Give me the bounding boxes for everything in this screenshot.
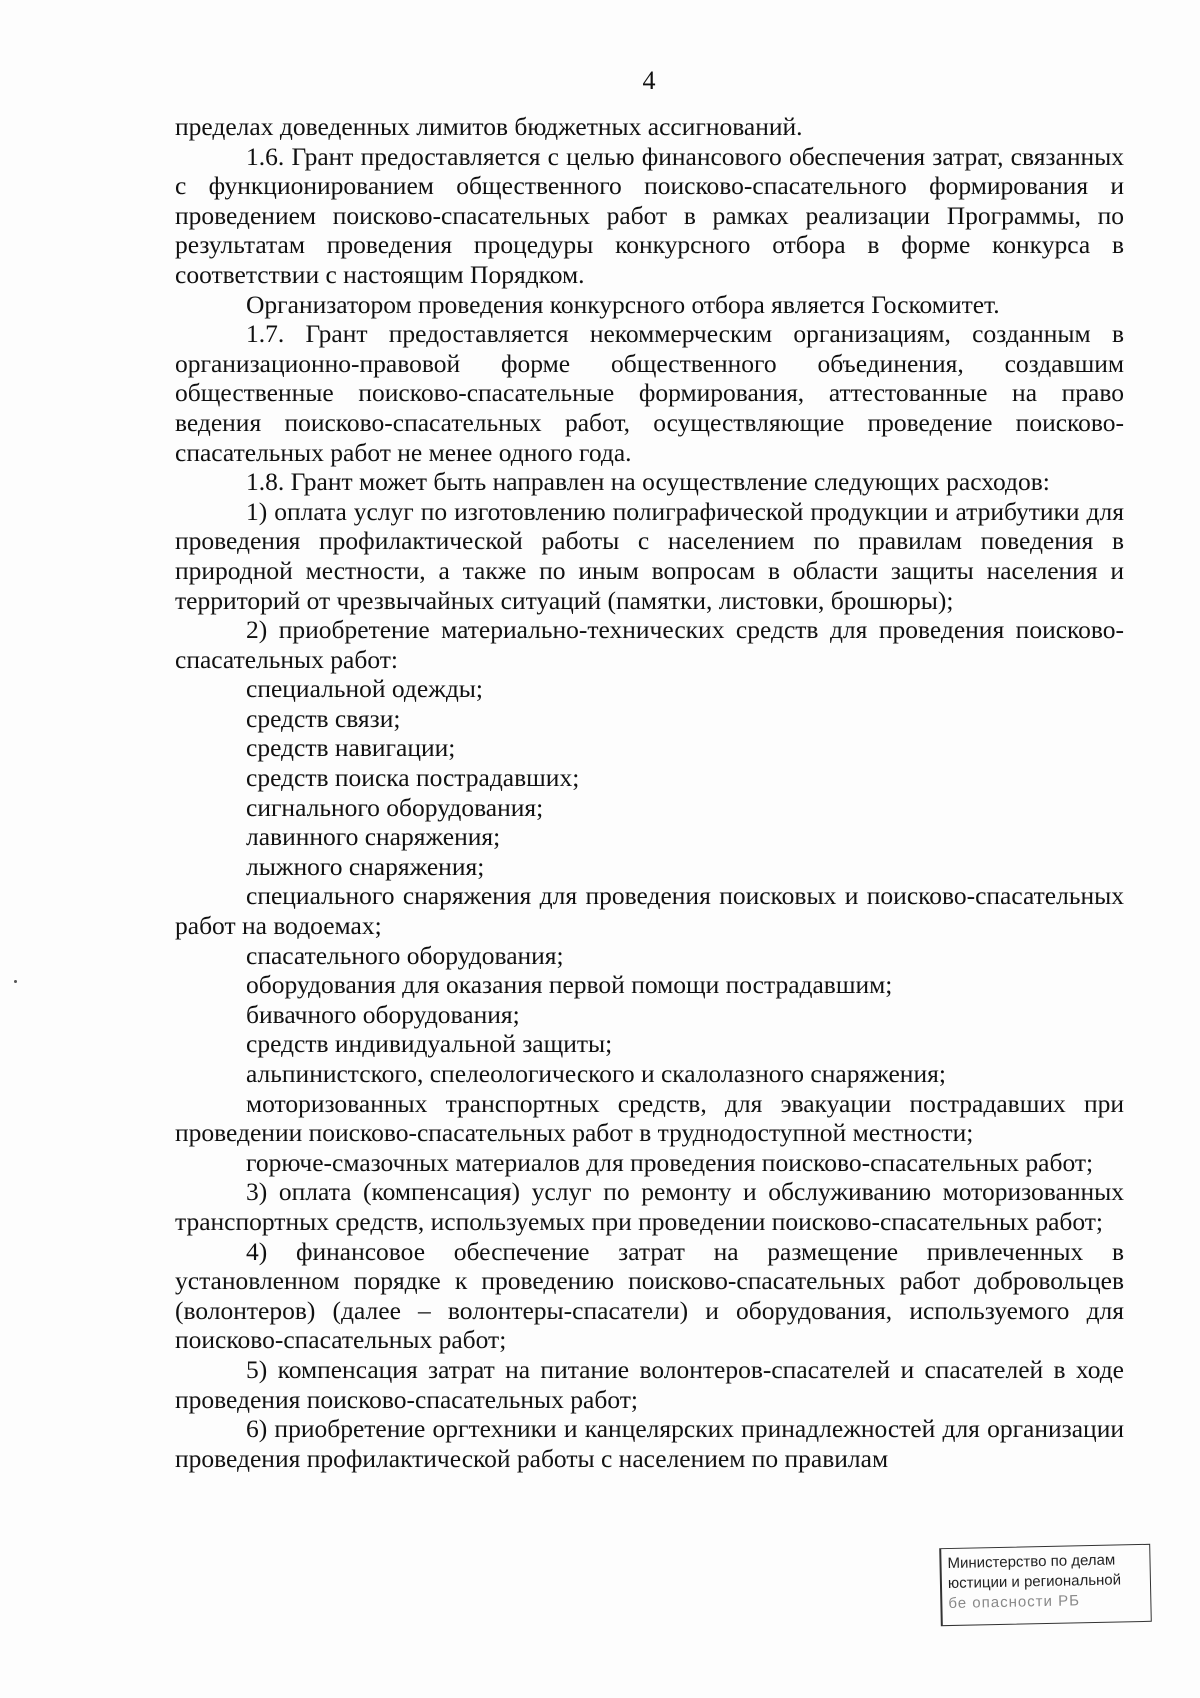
paragraph-1-7: 1.7. Грант предоставляется некоммерческим организациям, созданным в организационно-правовой форме общественного объединения, создавшим общественные поисково-спасательные формирования, аттестованные на право ведения поисково-спасательных работ, осуществляющие проведение поисково-спасательных работ не менее одного года.: [175, 319, 1124, 467]
subitem: горюче-смазочных материалов для проведения поисково-спасательных работ;: [246, 1147, 1094, 1177]
subitem: средств поиска пострадавших;: [246, 763, 580, 793]
item-4: 4) финансовое обеспечение затрат на размещение привлеченных в установленном порядке к проведению поисково-спасательных работ добровольцев (волонтеров) (далее – волонтеры-спасатели) и оборудования, используемого для поисково-спасательных работ;: [175, 1236, 1124, 1355]
paragraph-organizer: Организатором проведения конкурсного отбора является Госкомитет.: [246, 289, 1000, 319]
item-5: 5) компенсация затрат на питание волонтеров-спасателей и спасателей в ходе проведения поисково-спасательных работ;: [175, 1354, 1124, 1414]
subitem: средств индивидуальной защиты;: [246, 1029, 613, 1059]
paragraph-1-6: 1.6. Грант предоставляется с целью финансового обеспечения затрат, связанных с функционированием общественного поисково-спасательного формирования и проведением поисково-спасательных работ в рамках реализации Программы, по результатам проведения процедуры конкурсного отбора в форме конкурса в соответствии с настоящим Порядком.: [175, 141, 1124, 289]
ministry-stamp: [939, 1544, 1152, 1626]
subitem: специальной одежды;: [246, 674, 484, 704]
subitem: лавинного снаряжения;: [246, 822, 501, 852]
item-2: 2) приобретение материально-технических средств для проведения поисково-спасательных работ:: [175, 615, 1124, 674]
scan-speck: [14, 980, 17, 983]
item-6: 6) приобретение оргтехники и канцелярских принадлежностей для организации проведения профилактической работы с населением по правилам: [175, 1414, 1124, 1473]
paragraph-1-8: 1.8. Грант может быть направлен на осуществление следующих расходов:: [246, 467, 1050, 497]
subitem: бивачного оборудования;: [246, 999, 520, 1029]
subitem: средств навигации;: [246, 733, 456, 763]
page-number: 4: [642, 66, 656, 95]
subitem: оборудования для оказания первой помощи пострадавшим;: [246, 970, 893, 1000]
document-body: [175, 112, 1124, 1473]
subitem: спасательного оборудования;: [246, 940, 564, 970]
subitem: средств связи;: [246, 703, 401, 733]
subitem: моторизованных транспортных средств, для эвакуации пострадавших при проведении поисково-спасательных работ в труднодоступной местности;: [175, 1088, 1124, 1148]
subitem: сигнального оборудования;: [246, 792, 544, 822]
stamp-line: юстиции и региональной: [947, 1571, 1122, 1593]
subitem: лыжного снаряжения;: [246, 851, 485, 881]
stamp-line: бе опасности РБ: [948, 1592, 1081, 1613]
item-1: 1) оплата услуг по изготовлению полиграфической продукции и атрибутики для проведения профилактической работы с населением по правилам поведения в природной местности, а также по иным вопросам в области защиты населения и территорий от чрезвычайных ситуаций (памятки, листовки, брошюры);: [175, 496, 1124, 615]
stamp-line: Министерство по делам: [947, 1551, 1116, 1573]
item-3: 3) оплата (компенсация) услуг по ремонту и обслуживанию моторизованных транспортных средств, используемых при проведении поисково-спасательных работ;: [175, 1177, 1124, 1236]
subitem: специального снаряжения для проведения поисковых и поисково-спасательных работ на водоемах;: [175, 881, 1124, 941]
paragraph-continuation: пределах доведенных лимитов бюджетных ассигнований.: [175, 112, 803, 141]
subitem: альпинистского, спелеологического и скалолазного снаряжения;: [246, 1059, 946, 1088]
